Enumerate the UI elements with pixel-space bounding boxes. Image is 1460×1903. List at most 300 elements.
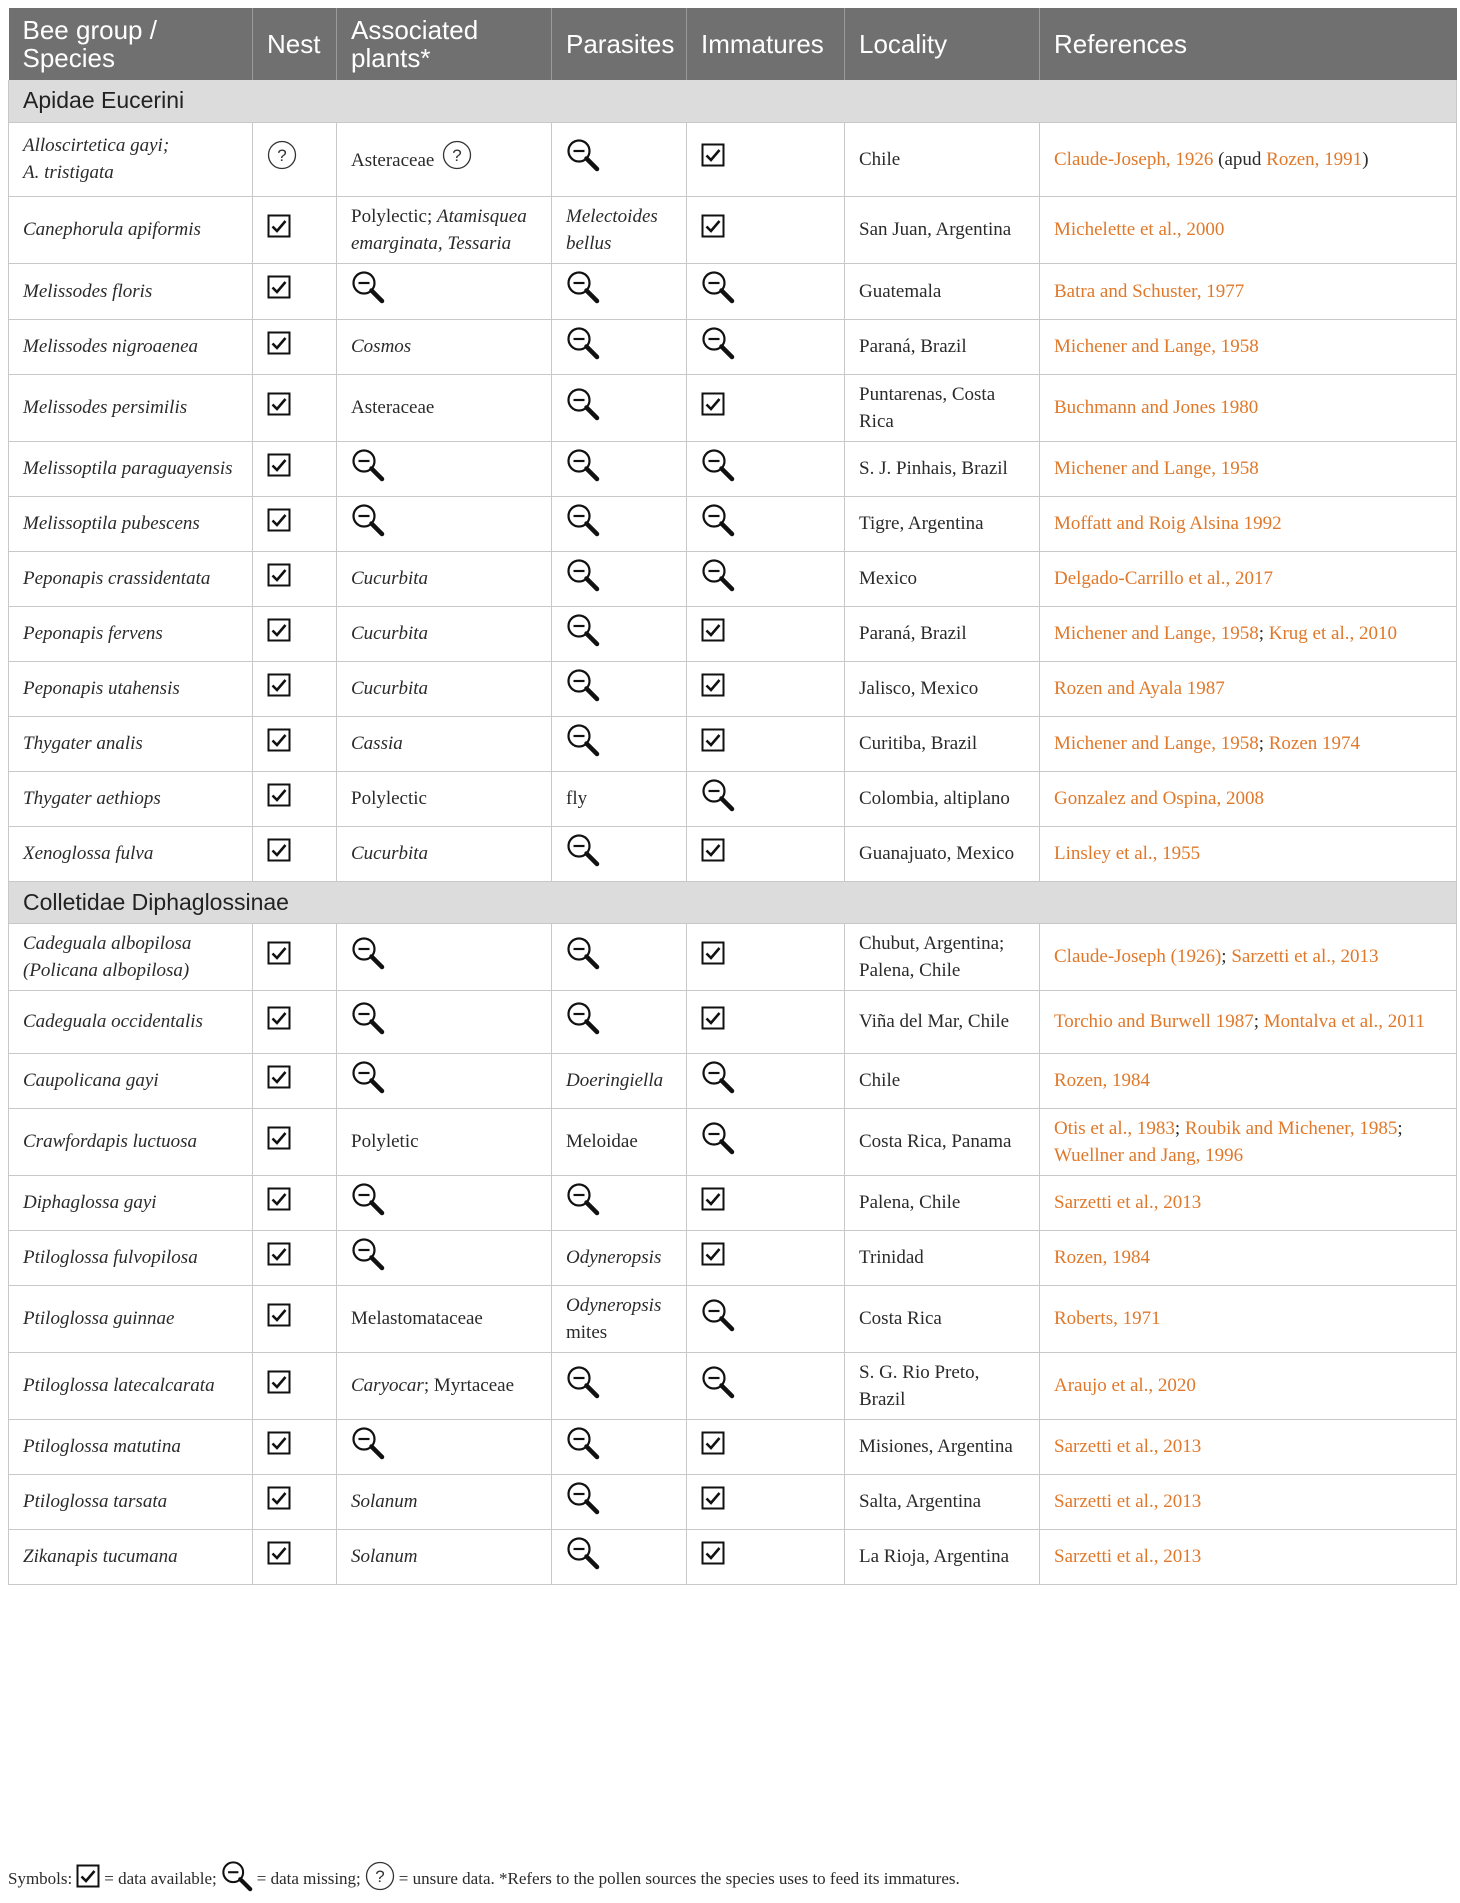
references-cell xyxy=(1040,1230,1457,1285)
check-icon xyxy=(701,728,725,760)
magnifier-minus-icon xyxy=(221,1860,253,1897)
reference-link[interactable]: Rozen and Ayala 1987 xyxy=(1054,678,1225,699)
species-cell xyxy=(9,551,253,606)
magnifier-minus-icon xyxy=(701,448,735,490)
check-icon xyxy=(267,1303,291,1335)
species-cell xyxy=(9,441,253,496)
immatures-cell xyxy=(687,661,845,716)
table-row xyxy=(9,990,1457,1053)
check-icon xyxy=(267,1431,291,1463)
plants-cell xyxy=(337,319,552,374)
locality-cell: Mexico xyxy=(845,551,1040,606)
reference-link[interactable]: Michelette et al., 2000 xyxy=(1054,219,1225,240)
parasites-cell xyxy=(552,374,687,441)
locality-cell: Chile xyxy=(845,1053,1040,1108)
reference-link: ; xyxy=(1253,1011,1264,1032)
parasite-text: mites xyxy=(566,1321,608,1343)
table-row xyxy=(9,606,1457,661)
nest-cell xyxy=(253,1352,337,1419)
species-cell xyxy=(9,990,253,1053)
table-row xyxy=(9,1419,1457,1474)
references-cell xyxy=(1040,1053,1457,1108)
plants-cell xyxy=(337,1474,552,1529)
reference-link[interactable]: Michener and Lange, 1958 xyxy=(1054,733,1259,754)
nest-cell xyxy=(253,1108,337,1175)
magnifier-minus-icon xyxy=(701,1298,735,1340)
parasite-text: Meloidae xyxy=(566,1131,638,1152)
magnifier-minus-icon xyxy=(566,668,600,710)
plants-cell xyxy=(337,826,552,881)
locality-cell: San Juan, Argentina xyxy=(845,196,1040,263)
table-wrapper xyxy=(8,8,1456,1585)
footnote-missing: = data missing; xyxy=(256,1868,361,1888)
reference-link[interactable]: Claude-Joseph (1926) xyxy=(1054,946,1222,967)
plants-text: Cucurbita xyxy=(351,568,429,589)
locality-cell: Trinidad xyxy=(845,1230,1040,1285)
magnifier-minus-icon xyxy=(566,1481,600,1523)
immatures-cell xyxy=(687,374,845,441)
reference-link[interactable]: Wuellner and Jang, 1996 xyxy=(1054,1144,1244,1166)
references-cell xyxy=(1040,990,1457,1053)
parasites-cell xyxy=(552,826,687,881)
immatures-cell xyxy=(687,196,845,263)
plants-cell xyxy=(337,122,552,196)
table-row xyxy=(9,1108,1457,1175)
immatures-cell xyxy=(687,1108,845,1175)
species-cell xyxy=(9,661,253,716)
references-cell xyxy=(1040,1529,1457,1584)
species-name: Thygater aethiops xyxy=(23,788,161,809)
references-cell xyxy=(1040,122,1457,196)
references-cell xyxy=(1040,1175,1457,1230)
magnifier-minus-icon xyxy=(566,1536,600,1578)
check-icon xyxy=(267,1065,291,1097)
magnifier-minus-icon xyxy=(351,1182,385,1224)
locality-cell: Tigre, Argentina xyxy=(845,496,1040,551)
check-icon xyxy=(267,728,291,760)
magnifier-minus-icon xyxy=(566,1426,600,1468)
check-icon xyxy=(267,1006,291,1038)
references-cell xyxy=(1040,263,1457,319)
check-icon xyxy=(701,214,725,246)
species-name: A. tristigata xyxy=(23,162,114,183)
immatures-cell xyxy=(687,1230,845,1285)
parasites-cell xyxy=(552,1529,687,1584)
species-cell xyxy=(9,319,253,374)
plants-text: Polyletic xyxy=(351,1131,419,1152)
reference-link[interactable]: Rozen 1974 xyxy=(1268,733,1361,754)
footnote-available: = data available; xyxy=(104,1868,217,1888)
reference-link[interactable]: Buchmann and Jones 1980 xyxy=(1054,397,1259,418)
plants-cell xyxy=(337,716,552,771)
parasite-text: Odyneropsis xyxy=(566,1294,662,1316)
locality-cell: Jalisco, Mexico xyxy=(845,661,1040,716)
table-row xyxy=(9,716,1457,771)
parasites-cell xyxy=(552,771,687,826)
species-cell xyxy=(9,716,253,771)
check-icon xyxy=(76,1864,100,1893)
reference-link: ) xyxy=(1362,148,1369,170)
table-row xyxy=(9,122,1457,196)
check-icon xyxy=(701,1242,725,1274)
references-cell xyxy=(1040,1352,1457,1419)
plants-text: Cassia xyxy=(351,733,403,754)
reference-link: ; xyxy=(1397,1117,1403,1139)
species-name: Diphaglossa gayi xyxy=(23,1192,157,1213)
table-row xyxy=(9,826,1457,881)
locality-cell: Guatemala xyxy=(845,263,1040,319)
species-name: Ptiloglossa guinnae xyxy=(23,1308,175,1329)
reference-link[interactable]: Roubik and Michener, 1985 xyxy=(1184,1117,1398,1139)
parasites-cell xyxy=(552,716,687,771)
immatures-cell xyxy=(687,771,845,826)
immatures-cell xyxy=(687,1419,845,1474)
nest-cell xyxy=(253,1053,337,1108)
svg-text:?: ? xyxy=(277,146,287,165)
check-icon xyxy=(701,1541,725,1573)
parasites-cell xyxy=(552,551,687,606)
nest-cell xyxy=(253,771,337,826)
table-row xyxy=(9,319,1457,374)
reference-link[interactable]: Michener and Lange, 1958 xyxy=(1054,623,1259,644)
table-row xyxy=(9,374,1457,441)
magnifier-minus-icon xyxy=(351,936,385,978)
magnifier-minus-icon xyxy=(351,1001,385,1043)
svg-text:?: ? xyxy=(375,1867,385,1886)
reference-link[interactable]: Montalva et al., 2011 xyxy=(1263,1011,1426,1032)
species-name: Ptiloglossa fulvopilosa xyxy=(23,1247,198,1268)
species-cell xyxy=(9,1175,253,1230)
header-references: References xyxy=(1040,8,1457,80)
plants-text: Atamisquea emarginata, Tessaria xyxy=(351,205,527,254)
plants-cell xyxy=(337,1230,552,1285)
nest-cell xyxy=(253,716,337,771)
species-name: Melissodes nigroaenea xyxy=(23,336,199,357)
nest-cell xyxy=(253,441,337,496)
species-name: Melissoptila pubescens xyxy=(23,513,200,534)
species-cell xyxy=(9,1230,253,1285)
reference-link[interactable]: Rozen, 1984 xyxy=(1054,1070,1151,1091)
magnifier-minus-icon xyxy=(701,270,735,312)
parasite-text: Odyneropsis xyxy=(566,1247,662,1268)
reference-link[interactable]: Krug et al., 2010 xyxy=(1268,623,1397,644)
locality-cell: S. J. Pinhais, Brazil xyxy=(845,441,1040,496)
reference-link[interactable]: Linsley et al., 1955 xyxy=(1054,843,1201,864)
reference-link[interactable]: Araujo et al., 2020 xyxy=(1054,1375,1196,1396)
magnifier-minus-icon xyxy=(701,558,735,600)
question-icon xyxy=(365,1861,395,1896)
magnifier-minus-icon xyxy=(351,1060,385,1102)
species-cell xyxy=(9,1108,253,1175)
plants-cell xyxy=(337,1529,552,1584)
immatures-cell xyxy=(687,716,845,771)
check-icon xyxy=(267,214,291,246)
magnifier-minus-icon xyxy=(351,1426,385,1468)
plants-text: Asteraceae xyxy=(351,397,435,418)
species-name: Cadeguala occidentalis xyxy=(23,1011,203,1032)
parasites-cell xyxy=(552,1419,687,1474)
table-row xyxy=(9,1474,1457,1529)
plants-cell xyxy=(337,923,552,990)
species-name: Melissodes persimilis xyxy=(23,397,188,418)
nest-cell xyxy=(253,990,337,1053)
species-cell xyxy=(9,923,253,990)
plants-text: Caryocar xyxy=(351,1375,424,1396)
table-row xyxy=(9,1285,1457,1352)
nest-cell xyxy=(253,374,337,441)
locality-cell: Costa Rica, Panama xyxy=(845,1108,1040,1175)
question-icon xyxy=(267,140,297,178)
parasites-cell xyxy=(552,1230,687,1285)
parasite-text: Doeringiella xyxy=(566,1070,664,1091)
check-icon xyxy=(267,838,291,870)
table-row xyxy=(9,196,1457,263)
locality-cell: Guanajuato, Mexico xyxy=(845,826,1040,881)
header-plants: Associated plants* xyxy=(337,8,552,80)
header-species: Bee group / Species xyxy=(9,8,253,80)
check-icon xyxy=(267,392,291,424)
reference-link[interactable]: Michener and Lange, 1958 xyxy=(1054,458,1259,479)
header-locality: Locality xyxy=(845,8,1040,80)
check-icon xyxy=(701,1431,725,1463)
check-icon xyxy=(267,563,291,595)
parasites-cell xyxy=(552,122,687,196)
plants-cell xyxy=(337,441,552,496)
immatures-cell xyxy=(687,1053,845,1108)
immatures-cell xyxy=(687,606,845,661)
species-name: Thygater analis xyxy=(23,733,143,754)
reference-link[interactable]: Otis et al., 1983 xyxy=(1054,1117,1175,1139)
bee-species-table xyxy=(8,8,1457,1585)
magnifier-minus-icon xyxy=(701,503,735,545)
parasites-cell xyxy=(552,1474,687,1529)
nest-cell xyxy=(253,1230,337,1285)
locality-cell: Costa Rica xyxy=(845,1285,1040,1352)
plants-text: Cucurbita xyxy=(351,623,429,644)
table-row xyxy=(9,551,1457,606)
plants-cell xyxy=(337,496,552,551)
svg-text:?: ? xyxy=(452,146,463,165)
check-icon xyxy=(267,783,291,815)
reference-link[interactable]: Claude-Joseph, 1926 xyxy=(1054,148,1214,170)
reference-link[interactable]: Roberts, 1971 xyxy=(1054,1308,1161,1329)
locality-cell: Viña del Mar, Chile xyxy=(845,990,1040,1053)
magnifier-minus-icon xyxy=(566,1182,600,1224)
magnifier-minus-icon xyxy=(701,1060,735,1102)
reference-link[interactable]: Sarzetti et al., 2013 xyxy=(1054,1436,1202,1457)
check-icon xyxy=(701,673,725,705)
parasites-cell xyxy=(552,1352,687,1419)
locality-cell: Curitiba, Brazil xyxy=(845,716,1040,771)
plants-cell xyxy=(337,990,552,1053)
parasites-cell xyxy=(552,319,687,374)
header-nest: Nest xyxy=(253,8,337,80)
references-cell xyxy=(1040,826,1457,881)
plants-cell xyxy=(337,1419,552,1474)
reference-link[interactable]: Sarzetti et al., 2013 xyxy=(1054,1546,1202,1567)
reference-link[interactable]: Rozen, 1984 xyxy=(1054,1247,1151,1268)
parasites-cell xyxy=(552,606,687,661)
immatures-cell xyxy=(687,1352,845,1419)
immatures-cell xyxy=(687,496,845,551)
species-name: Xenoglossa fulva xyxy=(23,843,154,864)
references-cell xyxy=(1040,1108,1457,1175)
plants-text: Cucurbita xyxy=(351,843,429,864)
plants-cell xyxy=(337,1285,552,1352)
immatures-cell xyxy=(687,122,845,196)
nest-cell xyxy=(253,1285,337,1352)
species-cell xyxy=(9,1474,253,1529)
reference-link: ; xyxy=(1258,623,1269,644)
plants-cell xyxy=(337,196,552,263)
check-icon xyxy=(267,275,291,307)
plants-cell xyxy=(337,551,552,606)
header-parasites: Parasites xyxy=(552,8,687,80)
magnifier-minus-icon xyxy=(566,387,600,429)
species-name: Crawfordapis luctuosa xyxy=(23,1131,198,1152)
group-row xyxy=(9,881,1457,923)
magnifier-minus-icon xyxy=(566,1001,600,1043)
species-cell xyxy=(9,1053,253,1108)
locality-cell: Salta, Argentina xyxy=(845,1474,1040,1529)
reference-link[interactable]: Rozen, 1991 xyxy=(1266,148,1363,170)
reference-link: ; xyxy=(1174,1117,1185,1139)
species-cell xyxy=(9,771,253,826)
magnifier-minus-icon xyxy=(701,1365,735,1407)
check-icon xyxy=(267,331,291,363)
reference-link[interactable]: Gonzalez and Ospina, 2008 xyxy=(1054,788,1264,809)
check-icon xyxy=(267,1541,291,1573)
plants-cell xyxy=(337,661,552,716)
references-cell xyxy=(1040,1285,1457,1352)
magnifier-minus-icon xyxy=(351,270,385,312)
parasite-text: fly xyxy=(566,788,588,809)
question-icon xyxy=(442,140,472,178)
references-cell xyxy=(1040,196,1457,263)
magnifier-minus-icon xyxy=(351,503,385,545)
nest-cell xyxy=(253,606,337,661)
plants-cell xyxy=(337,1053,552,1108)
immatures-cell xyxy=(687,319,845,374)
nest-cell xyxy=(253,196,337,263)
nest-cell xyxy=(253,122,337,196)
references-cell xyxy=(1040,923,1457,990)
species-name: Cadeguala albopilosa xyxy=(23,932,192,954)
plants-cell xyxy=(337,1175,552,1230)
reference-link[interactable]: Torchio and Burwell 1987 xyxy=(1054,1011,1254,1032)
references-cell xyxy=(1040,771,1457,826)
species-name: Ptiloglossa tarsata xyxy=(23,1491,168,1512)
plants-text: Solanum xyxy=(351,1546,418,1567)
header-row xyxy=(9,8,1457,80)
nest-cell xyxy=(253,1474,337,1529)
species-cell xyxy=(9,122,253,196)
reference-link: ; xyxy=(1258,733,1269,754)
plants-cell xyxy=(337,771,552,826)
references-cell xyxy=(1040,319,1457,374)
reference-link[interactable]: Moffatt and Roig Alsina 1992 xyxy=(1054,513,1282,534)
locality-cell: Paraná, Brazil xyxy=(845,606,1040,661)
check-icon xyxy=(701,392,725,424)
immatures-cell xyxy=(687,441,845,496)
immatures-cell xyxy=(687,1474,845,1529)
reference-link: (apud xyxy=(1213,148,1267,170)
magnifier-minus-icon xyxy=(566,613,600,655)
locality-cell: Chubut, Argentina; Palena, Chile xyxy=(845,923,1040,990)
plants-text: Asteraceae xyxy=(351,150,435,171)
species-name: (Policana albopilosa) xyxy=(23,959,190,981)
nest-cell xyxy=(253,1175,337,1230)
parasites-cell xyxy=(552,990,687,1053)
immatures-cell xyxy=(687,263,845,319)
species-name: Alloscirtetica gayi; xyxy=(23,135,170,156)
nest-cell xyxy=(253,496,337,551)
table-row xyxy=(9,441,1457,496)
check-icon xyxy=(267,1486,291,1518)
reference-link[interactable]: Michener and Lange, 1958 xyxy=(1054,336,1259,357)
reference-link[interactable]: Batra and Schuster, 1977 xyxy=(1054,280,1245,302)
parasites-cell xyxy=(552,1285,687,1352)
references-cell xyxy=(1040,441,1457,496)
reference-link[interactable]: Sarzetti et al., 2013 xyxy=(1054,1192,1202,1213)
check-icon xyxy=(701,143,725,175)
magnifier-minus-icon xyxy=(566,448,600,490)
check-icon xyxy=(267,618,291,650)
plants-text: Cucurbita xyxy=(351,678,429,699)
plants-text: Solanum xyxy=(351,1491,418,1512)
species-cell xyxy=(9,374,253,441)
magnifier-minus-icon xyxy=(566,558,600,600)
magnifier-minus-icon xyxy=(566,326,600,368)
magnifier-minus-icon xyxy=(566,138,600,180)
species-name: Ptiloglossa matutina xyxy=(23,1436,181,1457)
table-row xyxy=(9,771,1457,826)
species-cell xyxy=(9,1529,253,1584)
locality-cell: Puntarenas, Costa Rica xyxy=(845,374,1040,441)
species-name: Ptiloglossa latecalcarata xyxy=(23,1375,215,1396)
immatures-cell xyxy=(687,990,845,1053)
table-row xyxy=(9,661,1457,716)
table-row xyxy=(9,496,1457,551)
table-row xyxy=(9,923,1457,990)
species-name: Canephorula apiformis xyxy=(23,219,201,240)
table-row xyxy=(9,1230,1457,1285)
nest-cell xyxy=(253,551,337,606)
magnifier-minus-icon xyxy=(566,503,600,545)
species-name: Caupolicana gayi xyxy=(23,1070,159,1091)
species-cell xyxy=(9,1352,253,1419)
table-row xyxy=(9,1175,1457,1230)
magnifier-minus-icon xyxy=(351,448,385,490)
check-icon xyxy=(267,1242,291,1274)
plants-cell xyxy=(337,1352,552,1419)
reference-link[interactable]: Sarzetti et al., 2013 xyxy=(1054,1491,1202,1512)
species-cell xyxy=(9,1419,253,1474)
species-cell xyxy=(9,196,253,263)
immatures-cell xyxy=(687,1529,845,1584)
footnote-symbols-label: Symbols: xyxy=(8,1868,73,1888)
species-cell xyxy=(9,263,253,319)
species-cell xyxy=(9,1285,253,1352)
locality-cell: Colombia, altiplano xyxy=(845,771,1040,826)
plants-text: Cosmos xyxy=(351,336,412,357)
parasites-cell xyxy=(552,661,687,716)
reference-link[interactable]: Sarzetti et al., 2013 xyxy=(1231,946,1379,967)
reference-link[interactable]: Delgado-Carrillo et al., 2017 xyxy=(1054,568,1273,589)
locality-cell: Palena, Chile xyxy=(845,1175,1040,1230)
group-title: Colletidae Diphaglossinae xyxy=(9,881,1457,923)
check-icon xyxy=(267,1126,291,1158)
